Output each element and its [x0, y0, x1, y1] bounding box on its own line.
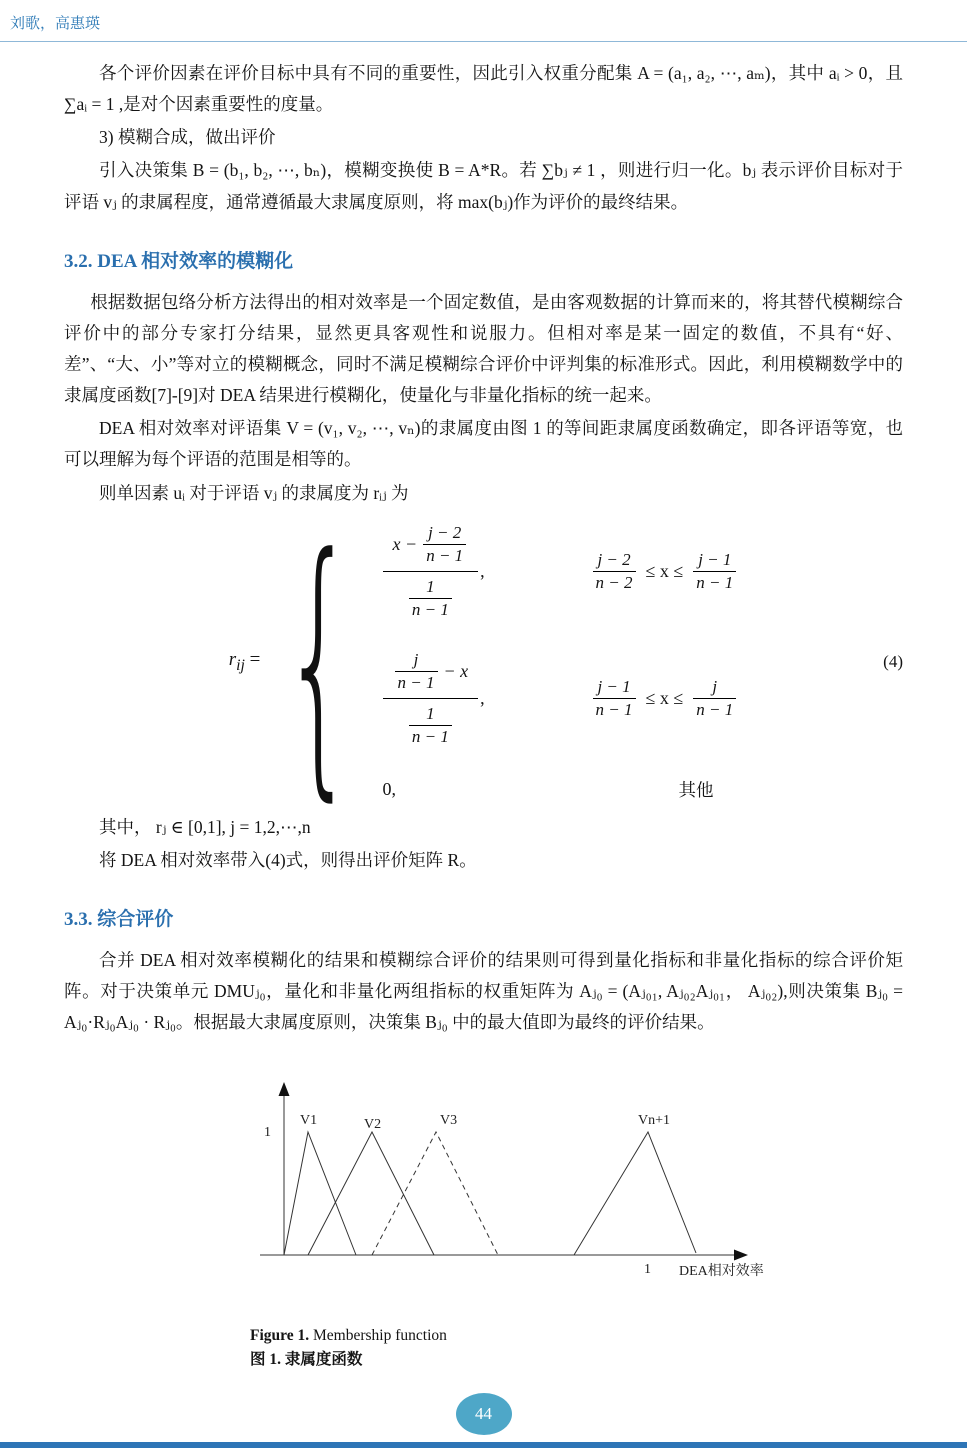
case1-value — [383, 523, 583, 620]
inner-denominator: n − 1 — [693, 571, 736, 593]
inner-denominator: n − 2 — [593, 571, 636, 593]
inner-fraction — [395, 650, 438, 693]
membership-curve-vn1 — [574, 1132, 696, 1255]
paragraph: 各个评价因素在评价目标中具有不同的重要性，因此引入权重分配集 A = (a₁, a₂, ⋯, aₘ)，其中 aᵢ > 0，且 ∑aᵢ = 1 ,是对个因素重要性的度量。 — [64, 63, 903, 115]
caption-text-en: Membership function — [313, 1327, 447, 1345]
inner-numerator: 1 — [426, 703, 435, 723]
fraction-numerator — [383, 523, 479, 572]
case1-fraction — [383, 523, 479, 620]
zero-value: 0, — [382, 778, 397, 799]
caption-line-en — [250, 1324, 903, 1348]
curve-label-vn1: Vn+1 — [638, 1113, 671, 1129]
comma: , — [480, 560, 485, 581]
figure-1-caption — [250, 1324, 903, 1372]
membership-function-chart — [244, 1080, 824, 1285]
figure-1-plot — [244, 1080, 903, 1290]
lhs-variable: r — [228, 649, 237, 671]
inner-denominator: n − 1 — [409, 725, 452, 747]
inner-numerator: j − 2 — [597, 549, 631, 569]
inner-denominator: n − 1 — [593, 698, 636, 720]
inner-numerator: j — [413, 649, 419, 669]
x-axis-arrow-icon — [734, 1250, 748, 1261]
section-heading-3-2: 3.2. DEA 相对效率的模糊化 — [64, 250, 294, 272]
condition-fraction — [693, 550, 736, 593]
x-axis-title: DEA相对效率 — [679, 1264, 764, 1280]
paragraph: 则单因素 uᵢ 对于评语 vⱼ 的隶属度为 rᵢⱼ 为 — [99, 482, 409, 503]
condition-fraction — [593, 677, 636, 720]
case2-fraction — [383, 650, 479, 747]
inequality: ≤ x ≤ — [645, 687, 684, 708]
paragraph: 根据数据包络分析方法得出的相对效率是一个固定数值，是由客观数据的计算而来的，将其替代模糊综合评价中的部分专家打分结果，显然更具客观性和说服力。但相对率是某一固定的数值，不具有“好、差”、“大、小”等对立的模糊概念，同时不满足模糊综合评价中评判集的标准形式。因此，利用模糊数学中的隶属度函数[7]-[9]对 DEA 结果进行模糊化，使量化与非量化指标的统一起来。 — [64, 291, 903, 406]
comma: , — [480, 687, 485, 708]
case-row-3 — [383, 777, 739, 802]
curve-label-v1: V1 — [300, 1113, 318, 1129]
piecewise-cases — [383, 523, 739, 802]
x-tick-label: 1 — [644, 1262, 651, 1278]
membership-curve-v1 — [284, 1132, 356, 1255]
inner-denominator: n − 1 — [423, 544, 466, 566]
inner-fraction — [423, 523, 466, 566]
caption-line-zh — [250, 1348, 903, 1372]
footer-divider-bar — [0, 1442, 967, 1448]
equals-sign: = — [249, 649, 261, 671]
paragraph: 将 DEA 相对效率带入(4)式，则得出评价矩阵 R。 — [99, 849, 477, 870]
caption-label-zh: 图 1. — [250, 1351, 282, 1369]
otherwise-label: 其他 — [678, 779, 714, 800]
case2-condition — [591, 677, 739, 720]
inner-fraction — [409, 577, 452, 620]
fraction-denominator — [407, 699, 454, 747]
page-number: 44 — [475, 1404, 492, 1423]
y-max-label: 1 — [264, 1125, 271, 1141]
paragraph: DEA 相对效率对评语集 V = (v₁, v₂, ⋯, vₙ)的隶属度由图 1 的等间距隶属度函数确定，即各评语等宽，也可以理解为每个评语的范围是相等的。 — [64, 418, 903, 470]
inner-denominator: n − 1 — [395, 671, 438, 693]
inner-numerator: 1 — [426, 576, 435, 596]
equation-number: (4) — [883, 652, 903, 672]
caption-label-en: Figure 1. — [250, 1327, 310, 1345]
inner-numerator: j − 1 — [597, 676, 631, 696]
y-axis-arrow-icon — [279, 1082, 290, 1096]
paper-content — [0, 42, 967, 1372]
caption-text-zh: 隶属度函数 — [284, 1351, 363, 1369]
inner-denominator: n − 1 — [409, 598, 452, 620]
inequality: ≤ x ≤ — [645, 560, 684, 581]
inner-numerator: j − 2 — [428, 522, 462, 542]
case-row-1 — [383, 523, 739, 620]
curve-label-v2: V2 — [364, 1117, 382, 1133]
lhs-subscript: ij — [236, 657, 245, 675]
curve-label-v3: V3 — [440, 1113, 458, 1129]
paragraph: 3) 模糊合成，做出评价 — [99, 127, 276, 148]
fraction-numerator — [383, 650, 479, 699]
case3-value — [383, 779, 583, 800]
paragraph: 引入决策集 B = (b₁, b₂, ⋯, bₙ)，模糊变换使 B = A*R。若 ∑bⱼ ≠ 1 ，则进行归一化。bⱼ 表示评价目标对于评语 vⱼ 的隶属程度，通常遵循最大隶属度原则，将 max(bⱼ)作为评价的最终结果。 — [64, 160, 903, 212]
case1-condition — [591, 550, 739, 593]
membership-curve-v2 — [308, 1132, 434, 1255]
case-row-2 — [383, 650, 739, 747]
paragraph: 合并 DEA 相对效率模糊化的结果和模糊综合评价的结果则可得到量化指标和非量化指标的综合评价矩阵。对于决策单元 DMUⱼ₀，量化和非量化两组指标的权重矩阵为 Aⱼ₀ = (Aⱼ₀₁, Aⱼ₀₂Aⱼ₀₁， Aⱼ₀₂),则决策集 Bⱼ₀ = Aⱼ₀·Rⱼ₀Aⱼ₀ · Rⱼ₀。根据最大隶属度原则，决策集 Bⱼ₀ 中的最大值即为最终的评价结果。 — [64, 949, 903, 1033]
numerator-prefix: x − — [392, 533, 418, 554]
membership-curve-v3-dashed — [372, 1132, 498, 1255]
fraction-denominator — [407, 572, 454, 620]
case2-value — [383, 650, 583, 747]
condition-fraction — [593, 550, 636, 593]
authors-text: 刘歌，高惠瑛 — [10, 16, 101, 32]
inner-numerator: j — [712, 676, 718, 696]
equation-4 — [64, 499, 903, 826]
condition-fraction — [693, 677, 736, 720]
left-brace: { — [282, 499, 357, 826]
page-number-badge — [456, 1393, 512, 1435]
page-header — [0, 0, 967, 41]
inner-fraction — [409, 704, 452, 747]
inner-numerator: j − 1 — [698, 549, 732, 569]
inner-denominator: n − 1 — [693, 698, 736, 720]
numerator-suffix: − x — [443, 660, 469, 681]
paragraph: 其中， rⱼ ∈ [0,1], j = 1,2,⋯,n — [99, 816, 311, 837]
section-heading-3-3: 3.3. 综合评价 — [64, 908, 174, 930]
equation-lhs — [229, 649, 261, 675]
equation-body — [228, 499, 739, 826]
